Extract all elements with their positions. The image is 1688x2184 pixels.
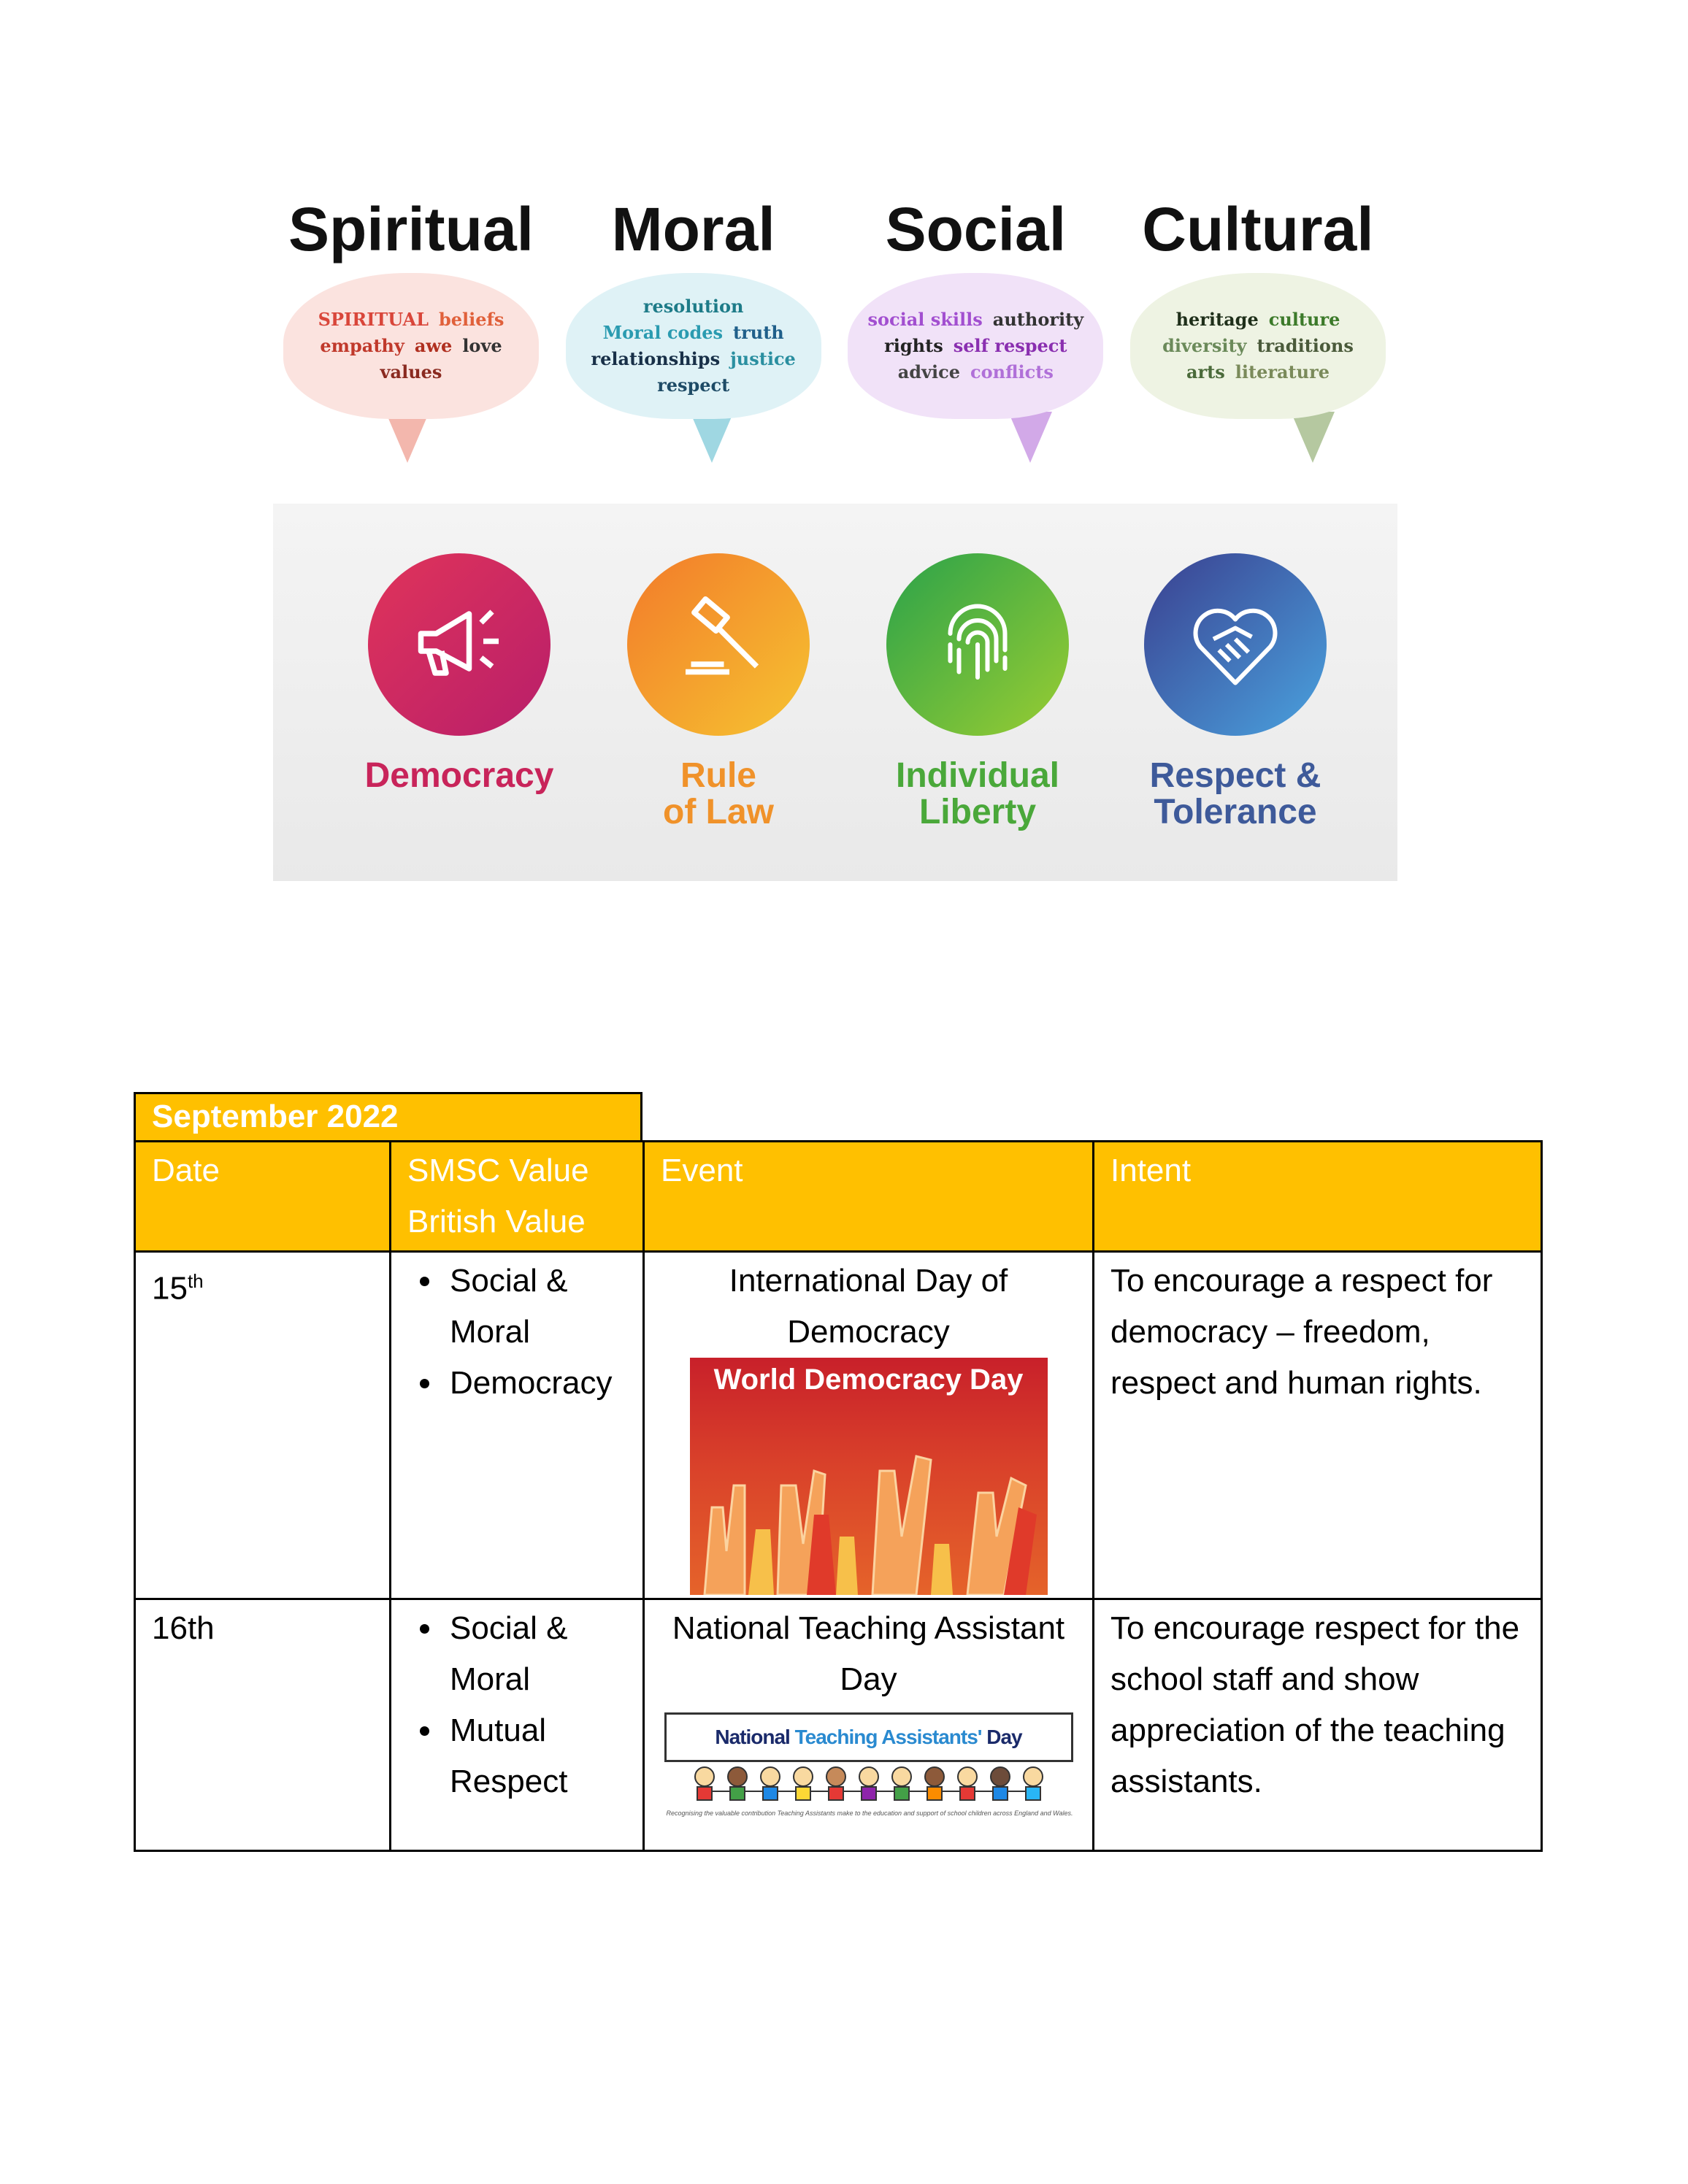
header-event: Event [644,1142,1094,1252]
raised-hands-icon [690,1401,1048,1595]
cloud-word: conflicts [970,361,1054,382]
cloud-word: rights [884,335,943,356]
cloud-word: arts [1186,361,1225,382]
cloud-word: beliefs [438,309,505,330]
date-cell: 16th [135,1599,391,1851]
cloud-word: Moral codes [602,322,724,343]
word-cloud [566,273,821,419]
value-label: Individual Liberty [895,756,1059,831]
intent-cell: To encourage a respect for democracy – freedom, respect and human rights. [1094,1252,1542,1599]
smsc-banner-image [276,193,1393,477]
cloud-word: self respect [953,335,1067,356]
bubble-tail [1008,412,1052,463]
event-name: National Teaching Assistant Day [672,1610,1065,1697]
cloud-word: SPIRITUAL [318,309,429,330]
value-rule-of-law [609,553,828,831]
value-label: Respect & Tolerance [1149,756,1321,831]
event-cell [644,1599,1094,1851]
value-item: • Social & Moral [444,1256,626,1358]
table-row [135,1252,1542,1599]
cloud-word: justice [730,348,796,369]
smsc-title: Spiritual [288,195,534,264]
cloud-word: relationships [591,348,721,369]
cloud-word: resolution [642,296,744,317]
word-cloud [848,273,1103,419]
event-name: International Day of Democracy [729,1263,1008,1350]
word-cloud [1130,273,1386,419]
month-title: September 2022 [134,1092,642,1140]
cloud-word: empathy [320,335,404,356]
smsc-spiritual [276,193,546,477]
bubble-tail [1291,412,1335,463]
cloud-word: authority [992,309,1084,330]
event-cell [644,1252,1094,1599]
intent-cell: To encourage respect for the school staff and show appreciation of the teaching assistants. [1094,1599,1542,1851]
teaching-assistants-day-image [664,1712,1073,1818]
cloud-word: respect [657,374,730,396]
smsc-title: Social [885,195,1067,264]
value-cell [391,1252,644,1599]
gavel-icon [627,553,810,736]
cloud-word: literature [1235,361,1330,382]
bubble-tail [385,412,429,463]
value-democracy [350,553,569,794]
smsc-title: Cultural [1142,195,1374,264]
children-holding-hands-icon [686,1765,1051,1809]
smsc-moral [559,193,829,477]
smsc-cultural [1123,193,1393,477]
cloud-word: love [462,335,502,356]
table-row [135,1599,1542,1851]
table-header-row [135,1142,1542,1252]
value-label: Democracy [364,756,554,795]
value-individual-liberty [868,553,1087,831]
value-item: • Democracy [444,1358,626,1409]
smsc-social [840,193,1110,477]
events-table [134,1140,1543,1852]
smsc-title: Moral [611,195,775,264]
image-caption: Recognising the valuable contribution Teaching Assistants make to the education and support of school children across England and Wales. [666,1810,1073,1817]
world-democracy-day-image [690,1358,1048,1595]
heart-handshake-icon [1144,553,1327,736]
header-value: SMSC Value British Value [391,1142,644,1252]
cloud-word: truth [733,322,784,343]
value-item: • Mutual Respect [444,1705,626,1807]
cloud-word: advice [897,361,961,382]
value-item: • Social & Moral [444,1603,626,1705]
megaphone-icon [368,553,550,736]
header-intent: Intent [1094,1142,1542,1252]
image-title: World Democracy Day [713,1364,1024,1396]
cloud-word: values [380,361,442,382]
cloud-word: social skills [867,309,983,330]
value-respect-tolerance [1126,553,1345,831]
date-cell: 15th [135,1252,391,1599]
image-banner: National Teaching Assistants' Day [664,1712,1073,1762]
value-cell [391,1599,644,1851]
header-date: Date [135,1142,391,1252]
cloud-word: awe [414,335,453,356]
cloud-word: traditions [1257,335,1354,356]
value-label: Rule of Law [663,756,774,831]
fingerprint-icon [886,553,1069,736]
cloud-word: heritage [1175,309,1259,330]
bubble-tail [690,412,734,463]
word-cloud [283,273,539,419]
british-values-image [273,504,1397,881]
cloud-word: culture [1268,309,1340,330]
cloud-word: diversity [1162,335,1247,356]
